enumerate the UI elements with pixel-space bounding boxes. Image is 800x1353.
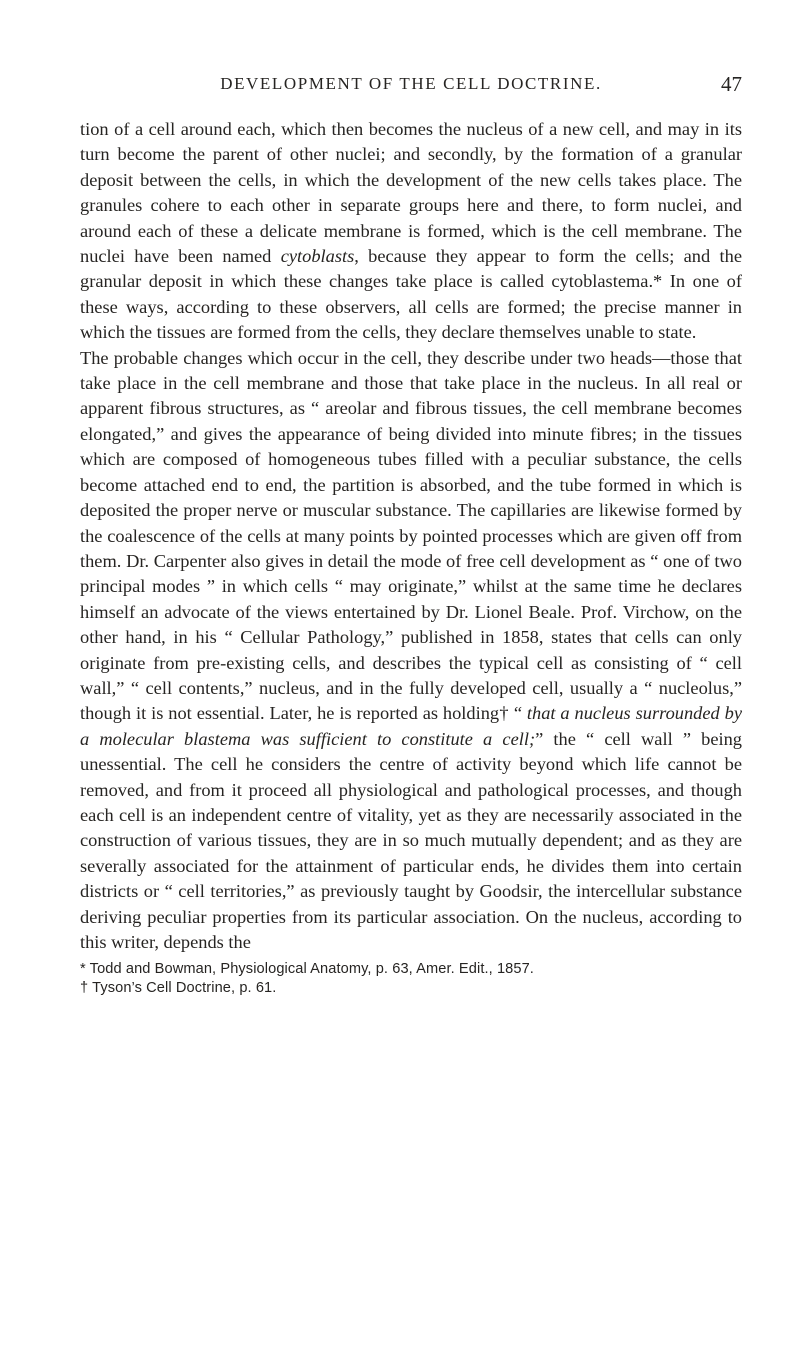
body-text [80, 117, 742, 955]
running-title: DEVELOPMENT OF THE CELL DOCTRINE. [220, 74, 602, 93]
paragraph-2 [80, 346, 742, 956]
footnote-1: * Todd and Bowman, Physiological Anatomy, p. 63, Amer. Edit., 1857. [80, 961, 534, 978]
paragraph-1-italic-cytoblasts: cytoblasts [280, 246, 355, 267]
page-number: 47 [721, 72, 742, 96]
paragraph-2-italic-quote: that a nucleus surrounded by a molecular blastema was sufficient to constitute a cell; [80, 703, 742, 749]
paragraph-2-text-b: ” the “ cell wall ” being unessential. The cell he considers the centre of activity beyond which life cannot be removed, and from it proceed all physiological and pathological processes, and though each cell is an independent centre of vitality, yet as they are necessarily associated in the construction of various tissues, they are in so much mutually dependent; and as they are severally associated for the attainment of particular ends, he divides them into certain districts or “ cell territories,” as previously taught by Goodsir, the intercellular substance deriving peculiar properties from its particular association. On the nucleus, according to this writer, depends the [80, 728, 742, 952]
footnotes [80, 960, 742, 998]
paragraph-1-text-b: , because they appear to form the cells; and the granular deposit in which these changes take place is called cytoblastema.* In one of these ways, according to these observers, all cells are formed; the precise manner in which the tissues are formed from the cells, they declare themselves unable to state. [80, 246, 742, 343]
paragraph-1 [80, 117, 742, 346]
paragraph-1-text-a: tion of a cell around each, which then becomes the nucleus of a new cell, and may in its turn become the parent of other nuclei; and secondly, by the formation of a granular deposit between the cells, in which the development of the new cells takes place. The granules cohere to each other in separate groups here and there, to form nuclei, and around each of these a delicate membrane is formed, which is the cell membrane. The nuclei have been named [80, 119, 742, 267]
footnote-2: † Tyson’s Cell Doctrine, p. 61. [80, 980, 277, 997]
book-page [80, 72, 742, 998]
paragraph-2-text-a: The probable changes which occur in the cell, they describe under two heads—those that take place in the cell membrane and those that take place in the nucleus. In all real or apparent fibrous structures, as “ areolar and fibrous tissues, the cell membrane becomes elongated,” and gives the appearance of being divided into minute fibres; in the tissues which are composed of homogeneous tubes filled with a peculiar substance, the cells become attached end to end, the partition is absorbed, and the tube formed in which is deposited the proper nerve or muscular substance. The capillaries are likewise formed by the coalescence of the cells at many points by pointed processes which are given off from them. Dr. Carpenter also gives in detail the mode of free cell development as “ one of two principal modes ” in which cells “ may originate,” whilst at the same time he declares himself an advocate of the views entertained by Dr. Lionel Beale. Prof. Virchow, on the other hand, in his “ Cellular Pathology,” published in 1858, states that cells can only originate from pre-existing cells, and describes the typical cell as consisting of “ cell wall,” “ cell contents,” nucleus, and in the fully developed cell, usually a “ nucleolus,” though it is not essential. Later, he is reported as holding† “ [80, 347, 742, 724]
running-head [80, 72, 742, 112]
